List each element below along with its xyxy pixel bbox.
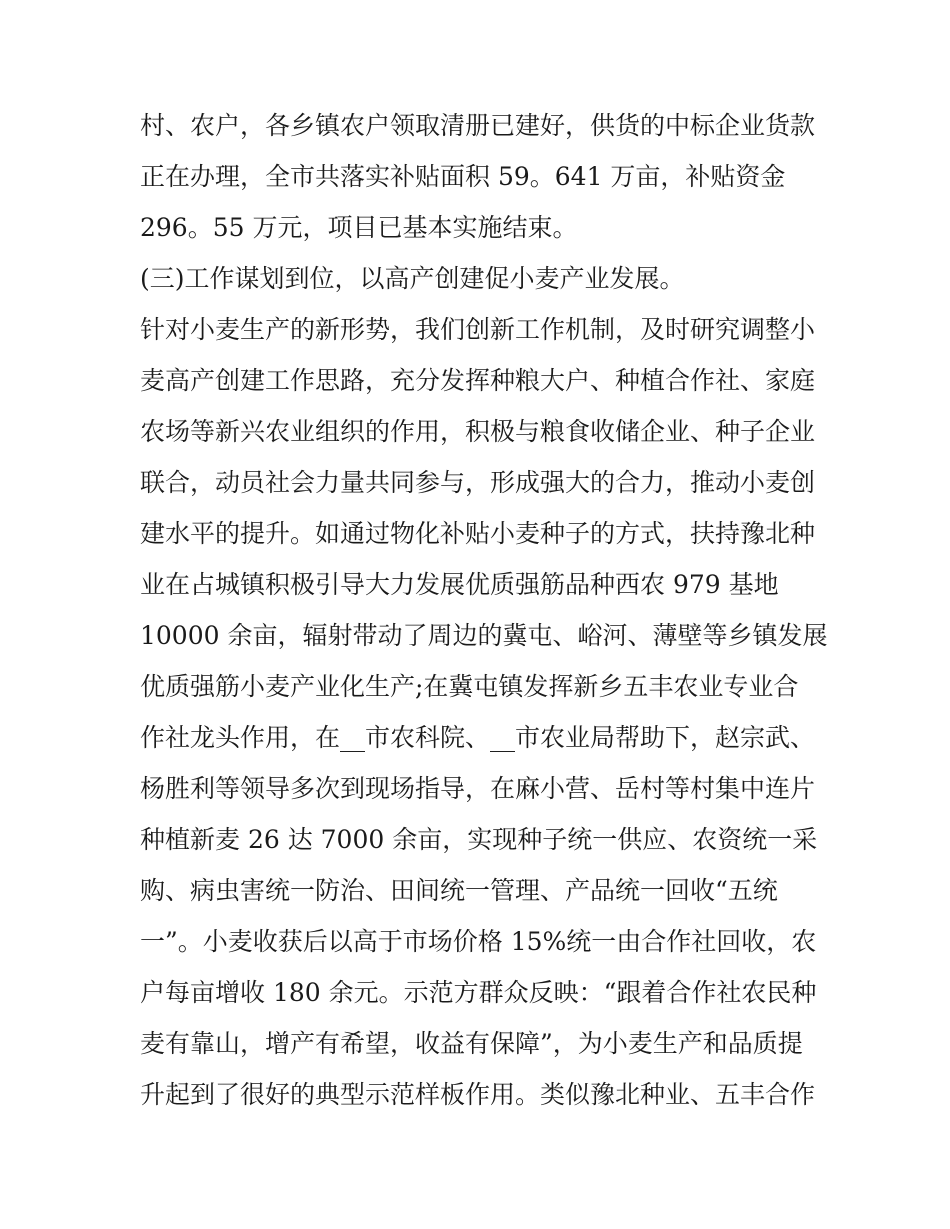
body-text [140,100,830,1120]
text-line: 杨胜利等领导多次到现场指导，在麻小营、岳村等村集中连片 [140,774,816,803]
text-line: 优质强筋小麦产业化生产;在冀屯镇发挥新乡五丰农业专业合 [140,672,799,701]
text-line: 10000 余亩，辐射带动了周边的冀屯、峪河、薄壁等乡镇发展 [140,621,828,650]
text-line: 村、农户，各乡镇农户领取清册已建好，供货的中标企业货款 [140,111,816,140]
text-line: 业在占城镇积极引导大力发展优质强筋品种西农 979 基地 [140,570,779,599]
text-line: 种植新麦 26 达 7000 余亩，实现种子统一供应、农资统一采 [140,825,818,854]
text-line: 一”。小麦收获后以高于市场价格 15%统一由合作社回收，农 [140,927,817,956]
text-line: 麦有靠山，增产有希望，收益有保障”，为小麦生产和品质提 [140,1029,803,1058]
section-heading: (三)工作谋划到位，以高产创建促小麦产业发展。 [140,264,685,293]
text-line: 296。55 万元，项目已基本实施结束。 [140,213,578,242]
text-line: 正在办理，全市共落实补贴面积 59。641 万亩，补贴资金 [140,162,786,191]
text-line: 麦高产创建工作思路，充分发挥种粮大户、种植合作社、家庭 [140,366,816,395]
text-line: 联合，动员社会力量共同参与，形成强大的合力，推动小麦创 [140,468,816,497]
text-line: 作社龙头作用，在__市农科院、__市农业局帮助下，赵宗武、 [140,723,816,752]
text-line: 农场等新兴农业组织的作用，积极与粮食收储企业、种子企业 [140,417,816,446]
text-line: 针对小麦生产的新形势，我们创新工作机制，及时研究调整小 [140,315,816,344]
text-line: 户每亩增收 180 余元。示范方群众反映：“跟着合作社农民种 [140,978,817,1007]
text-line: 升起到了很好的典型示范样板作用。类似豫北种业、五丰合作 [140,1080,816,1109]
text-line: 建水平的提升。如通过物化补贴小麦种子的方式，扶持豫北种 [140,519,816,548]
text-line: 购、病虫害统一防治、田间统一管理、产品统一回收“五统 [140,876,778,905]
